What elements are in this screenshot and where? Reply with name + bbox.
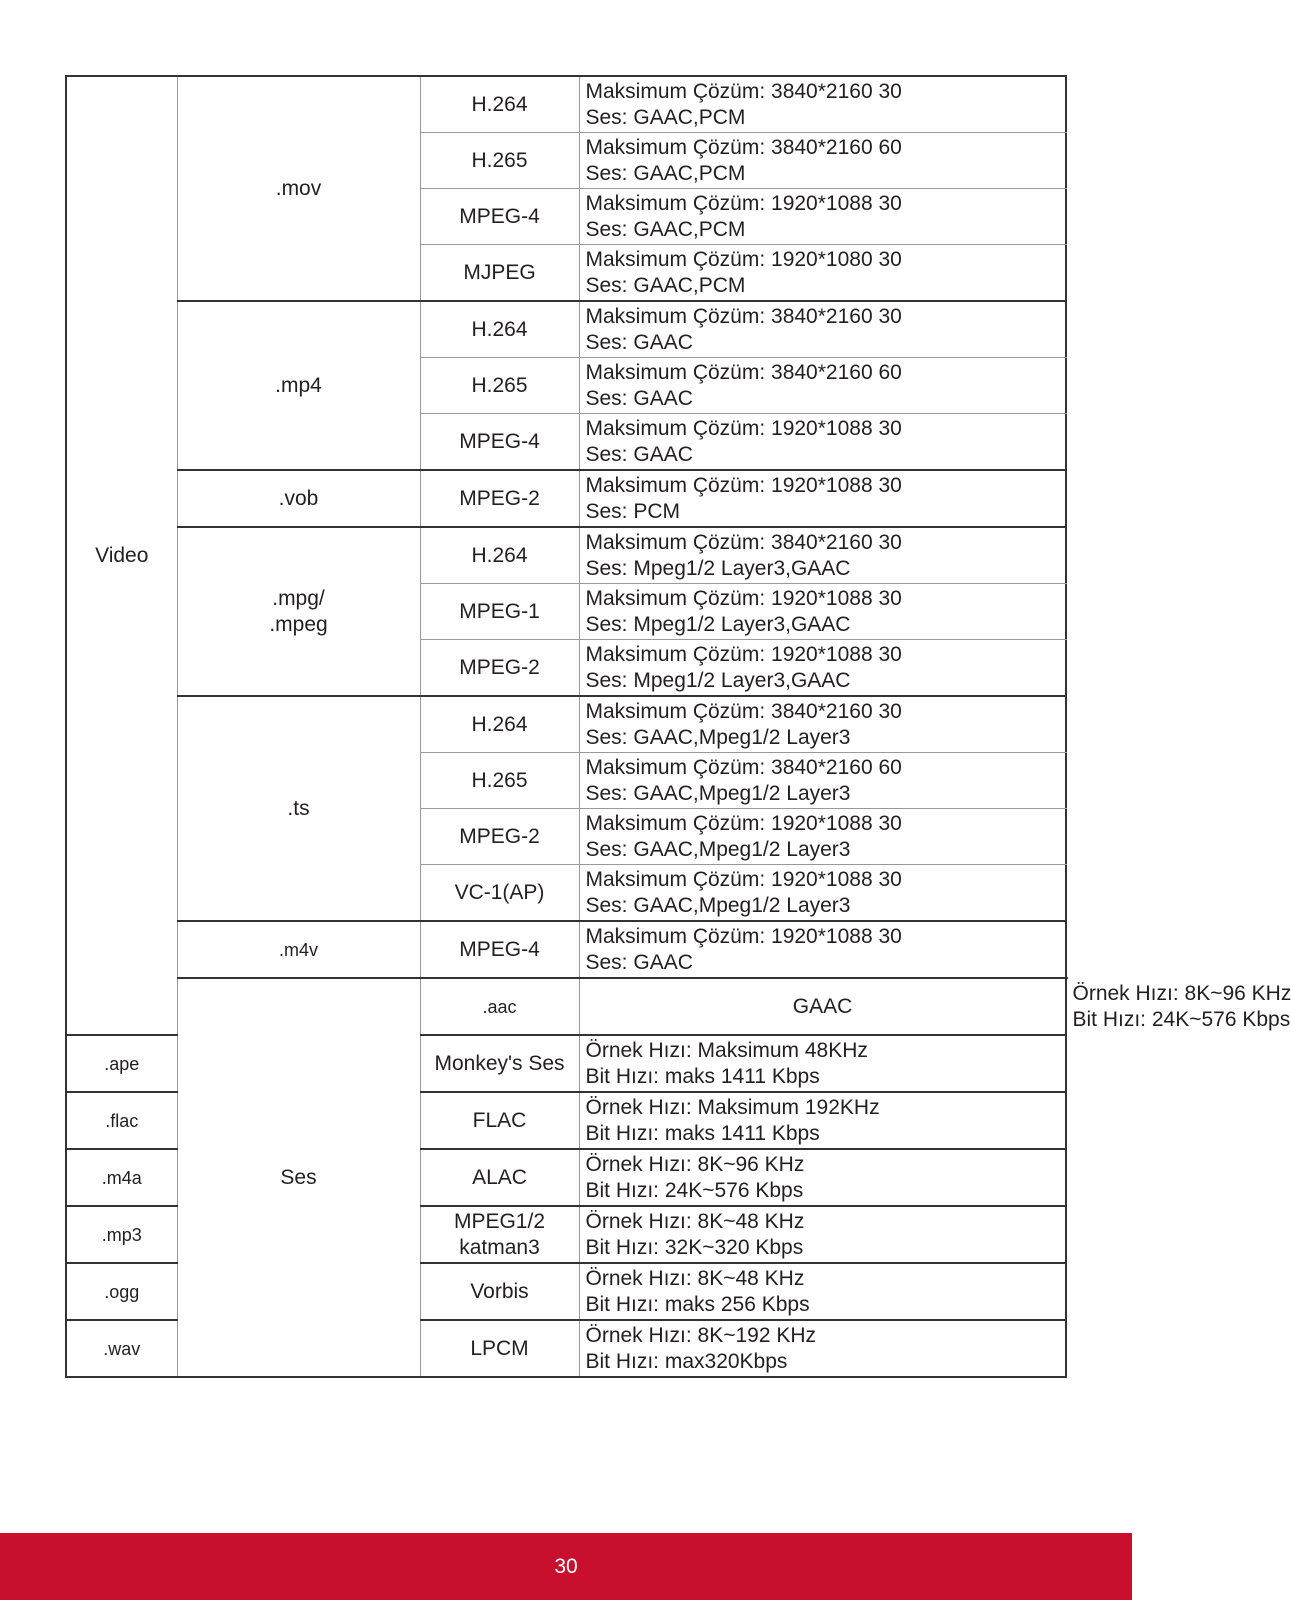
- codec-cell: MPEG-2: [420, 809, 579, 865]
- spec-cell: [579, 133, 1066, 189]
- spec-cell: [579, 753, 1066, 809]
- spec-cell: [579, 358, 1066, 414]
- codec-cell: FLAC: [420, 1092, 579, 1149]
- spec-line: Maksimum Çözüm: 3840*2160 30: [585, 304, 902, 328]
- codec-cell: MPEG-4: [420, 921, 579, 978]
- page-number: 30: [554, 1554, 578, 1578]
- extension-cell: .wav: [66, 1320, 177, 1377]
- spec-cell: [579, 1149, 1066, 1206]
- spec-line: Maksimum Çözüm: 3840*2160 30: [585, 79, 902, 103]
- spec-line: Bit Hızı: maks 1411 Kbps: [585, 1121, 820, 1145]
- spec-line: Maksimum Çözüm: 1920*1088 30: [585, 924, 902, 948]
- codec-cell: MPEG-4: [420, 189, 579, 245]
- spec-cell: [579, 1206, 1066, 1263]
- spec-line: Ses: GAAC,Mpeg1/2 Layer3: [585, 837, 851, 861]
- table-row: [66, 301, 1066, 358]
- spec-line: Bit Hızı: max320Kbps: [585, 1349, 788, 1373]
- spec-line: Maksimum Çözüm: 1920*1088 30: [585, 416, 902, 440]
- spec-line: Maksimum Çözüm: 1920*1088 30: [585, 586, 902, 610]
- spec-line: Bit Hızı: 24K~576 Kbps: [585, 1178, 804, 1202]
- spec-cell: [579, 921, 1066, 978]
- spec-line: Maksimum Çözüm: 3840*2160 60: [585, 360, 902, 384]
- extension-cell: .flac: [66, 1092, 177, 1149]
- codec-cell: Vorbis: [420, 1263, 579, 1320]
- spec-cell: [579, 189, 1066, 245]
- table-row: [66, 470, 1066, 527]
- spec-cell: [579, 640, 1066, 697]
- spec-line: Maksimum Çözüm: 1920*1088 30: [585, 191, 902, 215]
- spec-line: Maksimum Çözüm: 1920*1088 30: [585, 811, 902, 835]
- spec-cell: [579, 696, 1066, 753]
- spec-cell: [579, 301, 1066, 358]
- spec-line: Ses: GAAC,PCM: [585, 161, 746, 185]
- table-row: [66, 921, 1066, 978]
- spec-line: Örnek Hızı: Maksimum 192KHz: [585, 1095, 880, 1119]
- codec-cell: MPEG-2: [420, 470, 579, 527]
- format-spec-table: [65, 75, 1291, 1378]
- extension-cell: .mov: [177, 76, 420, 301]
- codec-line: MPEG1/2: [453, 1209, 546, 1233]
- spec-cell: [579, 414, 1066, 471]
- extension-cell: .ape: [66, 1035, 177, 1092]
- codec-cell: H.264: [420, 527, 579, 584]
- codec-cell: H.265: [420, 358, 579, 414]
- table-row: [66, 76, 1066, 133]
- spec-line: Ses: PCM: [585, 499, 681, 523]
- table-row: [66, 527, 1066, 584]
- codec-cell: H.265: [420, 753, 579, 809]
- spec-line: Maksimum Çözüm: 3840*2160 60: [585, 755, 902, 779]
- extension-cell: .m4v: [177, 921, 420, 978]
- codec-cell: VC-1(AP): [420, 865, 579, 922]
- table-row: [66, 696, 1066, 753]
- spec-cell: [579, 470, 1066, 527]
- spec-line: Ses: GAAC,PCM: [585, 105, 746, 129]
- table-row: Ses .aac GAAC Örnek Hızı: 8K~96 KHz Bit Hızı: 24K~576 Kbps: [66, 978, 1066, 1035]
- codec-cell: [420, 1206, 579, 1263]
- spec-line: Ses: Mpeg1/2 Layer3,GAAC: [585, 556, 851, 580]
- extension-cell: .mp4: [177, 301, 420, 470]
- footer-bar: [0, 1533, 1132, 1600]
- spec-line: Bit Hızı: maks 1411 Kbps: [585, 1064, 820, 1088]
- spec-line: Ses: GAAC,PCM: [585, 273, 746, 297]
- spec-line: Maksimum Çözüm: 3840*2160 30: [585, 530, 902, 554]
- spec-line: Ses: Mpeg1/2 Layer3,GAAC: [585, 668, 851, 692]
- extension-cell: .aac: [420, 978, 579, 1035]
- spec-line: Ses: GAAC,PCM: [585, 217, 746, 241]
- spec-cell: [579, 1320, 1066, 1377]
- spec-line: Bit Hızı: 32K~320 Kbps: [585, 1235, 804, 1259]
- spec-line: Maksimum Çözüm: 1920*1088 30: [585, 642, 902, 666]
- spec-cell: [579, 809, 1066, 865]
- spec-line: Örnek Hızı: 8K~48 KHz: [585, 1209, 805, 1233]
- codec-cell: MJPEG: [420, 245, 579, 302]
- spec-line: Maksimum Çözüm: 1920*1080 30: [585, 247, 902, 271]
- extension-cell: [177, 527, 420, 696]
- codec-cell: MPEG-4: [420, 414, 579, 471]
- spec-cell: [579, 1035, 1066, 1092]
- extension-line: .mpeg: [269, 612, 328, 636]
- spec-line: Örnek Hızı: 8K~192 KHz: [585, 1323, 817, 1347]
- category-audio: Ses: [177, 978, 420, 1377]
- spec-line: Ses: GAAC: [585, 386, 693, 410]
- codec-cell: GAAC: [579, 978, 1066, 1035]
- spec-line: Örnek Hızı: Maksimum 48KHz: [585, 1038, 868, 1062]
- extension-cell: .vob: [177, 470, 420, 527]
- codec-cell: Monkey's Ses: [420, 1035, 579, 1092]
- codec-cell: ALAC: [420, 1149, 579, 1206]
- codec-cell: H.264: [420, 76, 579, 133]
- spec-cell: [579, 527, 1066, 584]
- spec-line: Maksimum Çözüm: 1920*1088 30: [585, 473, 902, 497]
- spec-line: Maksimum Çözüm: 3840*2160 60: [585, 135, 902, 159]
- spec-line: Ses: GAAC: [585, 950, 693, 974]
- extension-line: .mpg/: [272, 586, 325, 610]
- spec-line: Ses: GAAC,Mpeg1/2 Layer3: [585, 893, 851, 917]
- codec-cell: H.264: [420, 696, 579, 753]
- spec-line: Ses: Mpeg1/2 Layer3,GAAC: [585, 612, 851, 636]
- extension-cell: .ogg: [66, 1263, 177, 1320]
- spec-line: Ses: GAAC: [585, 442, 693, 466]
- spec-cell: [579, 76, 1066, 133]
- category-video: Video: [66, 76, 177, 1035]
- extension-cell: .m4a: [66, 1149, 177, 1206]
- codec-cell: MPEG-2: [420, 640, 579, 697]
- extension-cell: .mp3: [66, 1206, 177, 1263]
- spec-cell: [579, 1092, 1066, 1149]
- spec-line: Bit Hızı: maks 256 Kbps: [585, 1292, 810, 1316]
- spec-line: Ses: GAAC: [585, 330, 693, 354]
- spec-line: Örnek Hızı: 8K~48 KHz: [585, 1266, 805, 1290]
- spec-line: Örnek Hızı: 8K~96 KHz: [585, 1152, 805, 1176]
- extension-cell: .ts: [177, 696, 420, 921]
- codec-line: katman3: [459, 1235, 540, 1259]
- spec-line: Maksimum Çözüm: 1920*1088 30: [585, 867, 902, 891]
- spec-cell: [579, 1263, 1066, 1320]
- codec-cell: LPCM: [420, 1320, 579, 1377]
- spec-line: Maksimum Çözüm: 3840*2160 30: [585, 699, 902, 723]
- spec-cell: [579, 865, 1066, 922]
- codec-cell: H.264: [420, 301, 579, 358]
- spec-line: Ses: GAAC,Mpeg1/2 Layer3: [585, 725, 851, 749]
- spec-cell: [579, 584, 1066, 640]
- spec-line: Ses: GAAC,Mpeg1/2 Layer3: [585, 781, 851, 805]
- spec-cell: [579, 245, 1066, 302]
- codec-cell: MPEG-1: [420, 584, 579, 640]
- codec-cell: H.265: [420, 133, 579, 189]
